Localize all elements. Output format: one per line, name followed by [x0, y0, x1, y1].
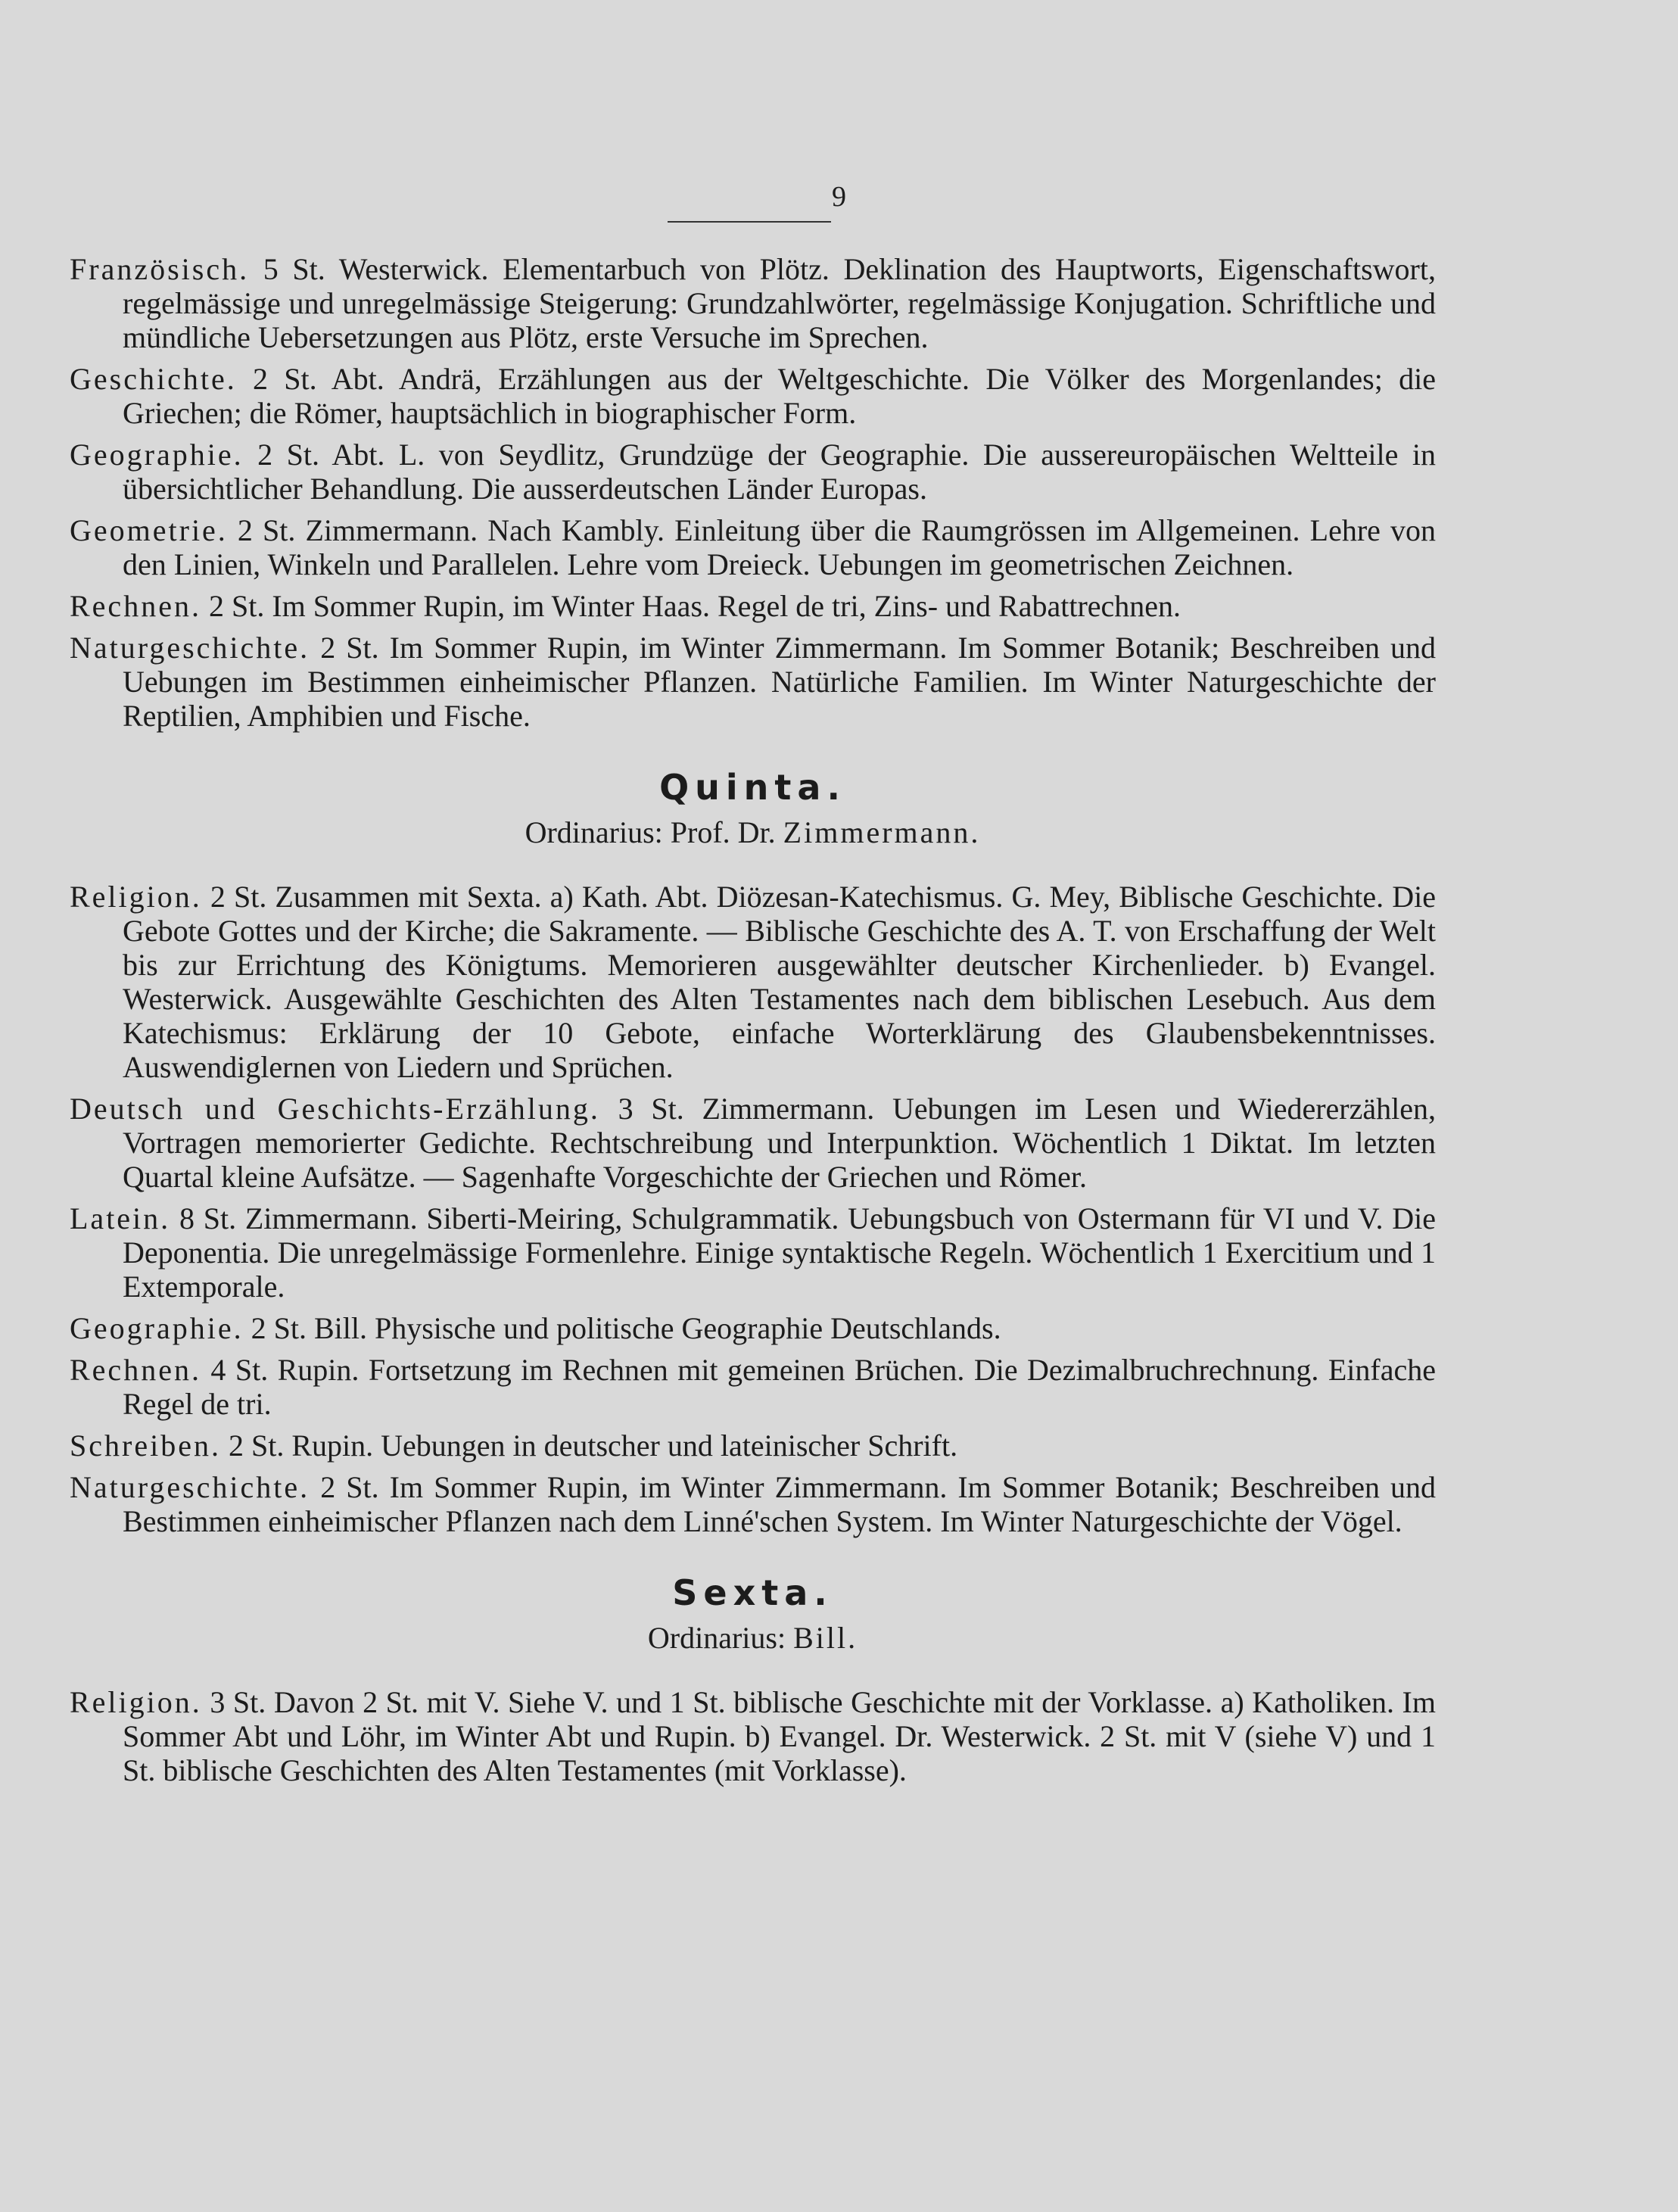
- subject-label: Religion.: [70, 880, 202, 914]
- subject-label: Deutsch und Geschichts-Erzählung.: [70, 1092, 600, 1126]
- ordinarius-sexta: [70, 1621, 1436, 1655]
- entry-geometrie: [70, 513, 1436, 581]
- subject-label: Religion.: [70, 1685, 202, 1719]
- subject-label: Rechnen.: [70, 589, 201, 623]
- subject-label: Latein.: [70, 1201, 171, 1235]
- ordinarius-name: Zimmermann.: [783, 815, 981, 849]
- subject-label: Naturgeschichte.: [70, 631, 310, 665]
- entry-text: 5 St. Westerwick. Elementarbuch von Plötz. Deklination des Hauptworts, Eigenschaftswort, regelmässige und unregelmässige Steigerung: Grundzahlwörter, regelmässige Konjugation. Schriftliche und mündliche Uebersetzungen aus Plötz, erste Versuche im Sprechen.: [123, 252, 1436, 354]
- entry-text: 2 St. Bill. Physische und politische Geographie Deutschlands.: [243, 1311, 1001, 1345]
- entry-text: 2 St. Rupin. Uebungen in deutscher und lateinischer Schrift.: [220, 1428, 958, 1463]
- entry-quinta-rechnen: [70, 1353, 1436, 1421]
- ordinarius-quinta: [70, 815, 1436, 849]
- entry-quinta-deutsch: [70, 1092, 1436, 1194]
- entry-geschichte: [70, 362, 1436, 430]
- entry-text: 2 St. Im Sommer Rupin, im Winter Zimmermann. Im Sommer Botanik; Beschreiben und Bestimmen einheimischer Pflanzen nach dem Linné'schen System. Im Winter Naturgeschichte der Vögel.: [123, 1470, 1436, 1538]
- entry-quinta-latein: [70, 1201, 1436, 1304]
- subject-label: Geographie.: [70, 438, 244, 472]
- entry-rechnen: [70, 589, 1436, 623]
- subject-label: Geometrie.: [70, 513, 228, 547]
- entry-text: 2 St. Zusammen mit Sexta. a) Kath. Abt. Diözesan-Katechismus. G. Mey, Biblische Geschichte. Die Gebote Gottes und der Kirche; die Sakramente. — Biblische Geschichte des A. T. von Erschaffung der Welt bis zur Errichtung des Königtums. Memorieren ausgewählter deutscher Kirchenlieder. b) Evangel. Westerwick. Ausgewählte Geschichten des Alten Testamentes nach dem biblischen Lesebuch. Aus dem Katechismus: Erklärung der 10 Gebote, einfache Worterklärung des Glaubensbekenntnisses. Auswendiglernen von Liedern und Sprüchen.: [123, 880, 1436, 1084]
- ordinarius-label: Ordinarius: Prof. Dr.: [525, 815, 783, 849]
- subject-label: Schreiben.: [70, 1428, 221, 1463]
- entry-text: 4 St. Rupin. Fortsetzung im Rechnen mit gemeinen Brüchen. Die Dezimalbruchrechnung. Einfache Regel de tri.: [123, 1353, 1436, 1421]
- entry-franzoesisch: [70, 252, 1436, 354]
- entry-naturgeschichte: [70, 631, 1436, 733]
- entry-text: 2 St. Im Sommer Rupin, im Winter Zimmermann. Im Sommer Botanik; Beschreiben und Uebungen im Bestimmen einheimischer Pflanzen. Natürliche Familien. Im Winter Naturgeschichte der Reptilien, Amphibien und Fische.: [123, 631, 1436, 733]
- entry-geographie: [70, 438, 1436, 506]
- page-number: 9: [832, 181, 846, 213]
- ordinarius-name: Bill.: [793, 1621, 858, 1655]
- section-title-quinta: Quinta.: [659, 767, 846, 808]
- subject-label: Geschichte.: [70, 362, 237, 396]
- entry-quinta-geographie: [70, 1311, 1436, 1345]
- entry-text: 2 St. Abt. Andrä, Erzählungen aus der Weltgeschichte. Die Völker des Morgenlandes; die Griechen; die Römer, hauptsächlich in biographischer Form.: [123, 362, 1436, 430]
- entry-quinta-naturgeschichte: [70, 1470, 1436, 1538]
- page-number-rule: [668, 221, 831, 223]
- subject-label: Geographie.: [70, 1311, 244, 1345]
- section-title-sexta: Sexta.: [672, 1572, 833, 1613]
- entry-text: 3 St. Zimmermann. Uebungen im Lesen und Wiedererzählen, Vortragen memorierter Gedichte. Rechtschreibung und Interpunktion. Wöchentlich 1 Diktat. Im letzten Quartal kleine Aufsätze. — Sagenhafte Vorgeschichte der Griechen und Römer.: [123, 1092, 1437, 1194]
- entry-text: 2 St. Zimmermann. Nach Kambly. Einleitung über die Raumgrössen im Allgemeinen. Lehre von den Linien, Winkeln und Parallelen. Lehre vom Dreieck. Uebungen im geometrischen Zeichnen.: [123, 513, 1436, 581]
- entry-text: 3 St. Davon 2 St. mit V. Siehe V. und 1 St. biblische Geschichte mit der Vorklasse. a) Katholiken. Im Sommer Abt und Löhr, im Winter Abt und Rupin. b) Evangel. Dr. Westerwick. 2 St. mit V (siehe V) und 1 St. biblische Geschichten des Alten Testamentes (mit Vorklasse).: [123, 1685, 1436, 1787]
- entry-quinta-religion: [70, 880, 1436, 1084]
- ordinarius-label: Ordinarius:: [647, 1621, 794, 1655]
- subject-label: Rechnen.: [70, 1353, 201, 1387]
- entry-sexta-religion: [70, 1685, 1436, 1787]
- entry-text: 2 St. Abt. L. von Seydlitz, Grundzüge der Geographie. Die aussereuropäischen Weltteile in übersichtlicher Behandlung. Die ausserdeutschen Länder Europas.: [123, 438, 1436, 506]
- subject-label: Französisch.: [70, 252, 250, 286]
- text-column: [70, 252, 1436, 1795]
- subject-label: Naturgeschichte.: [70, 1470, 310, 1504]
- entry-quinta-schreiben: [70, 1428, 1436, 1463]
- entry-text: 8 St. Zimmermann. Siberti-Meiring, Schulgrammatik. Uebungsbuch von Ostermann für VI und V. Die Deponentia. Die unregelmässige Formenlehre. Einige syntaktische Regeln. Wöchentlich 1 Exercitium und 1 Extemporale.: [123, 1201, 1436, 1304]
- entry-text: 2 St. Im Sommer Rupin, im Winter Haas. Regel de tri, Zins- und Rabattrechnen.: [201, 589, 1181, 623]
